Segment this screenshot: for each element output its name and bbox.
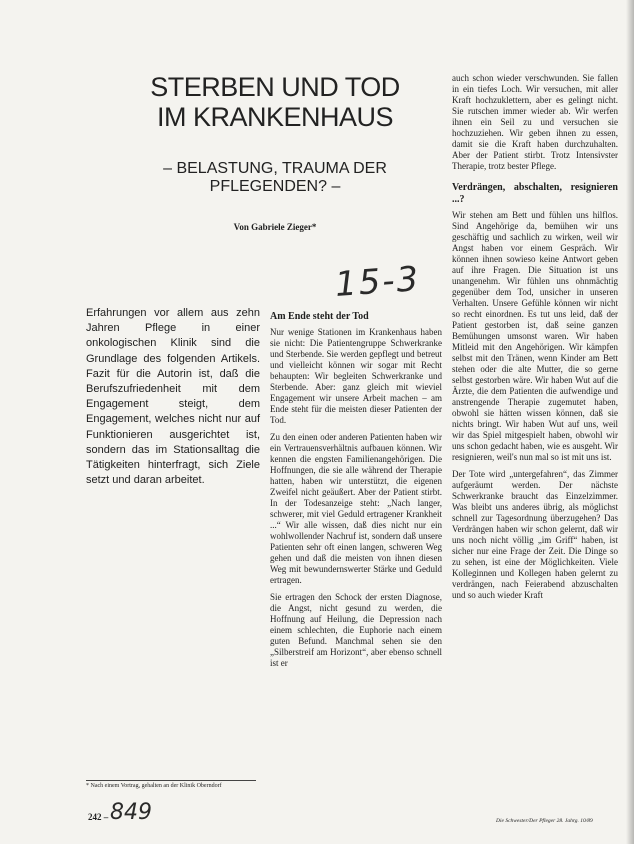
article-title <box>110 72 440 132</box>
subtitle-line-1: – BELASTUNG, TRAUMA DER <box>163 160 387 177</box>
column-3-continuation: auch schon wieder verschwunden. Sie fallen in ein tiefes Loch. Wir versuchen, mit aller Kraft hochzuklettern, aber es gelingt nicht. Sie rutschen immer wieder ab. Wir werfen ihnen ein Seil zu und versuchen sie hochzuziehen. Wir geben ihnen zu essen, damit sie die Kraft haben durchzuhalten. Aber der Patient stirbt. Trotz Intensivster Therapie, trotz bester Pflege. <box>452 73 618 171</box>
section-heading-end-death: Am Ende steht der Tod <box>270 311 369 322</box>
handwritten-annotation: 15-3 <box>333 259 422 305</box>
author-byline: Von Gabriele Zieger* <box>233 222 317 232</box>
title-line-2: IM KRANKENHAUS <box>156 102 394 132</box>
intro-paragraph: Erfahrungen vor allem aus zehn Jahren Pflege in einer onkologischen Klinik sind die Grundlage des folgenden Artikels. Fazit für die Autorin ist, daß die Berufszufriedenheit mit dem Engagement steigt, dem Engagement, welches nicht nur auf Funktionieren ausgerichtet ist, sondern das im Stationsalltag die Tätigkeiten hinterfragt, sich Ziele setzt und daran arbeitet. <box>86 307 260 487</box>
column-2 <box>270 311 442 675</box>
column-3 <box>452 73 618 607</box>
column-3-paragraph: Wir stehen am Bett und fühlen uns hilflos. Sind Angehörige da, bemühen wir uns geschäftig und sachlich zu wirken, weil wir Angst haben vor einem Gespräch. Wir können ihnen sowieso keine Antwort geben auf ihre Fragen. Die Situation ist uns unangenehm. Wir fühlen uns ohnmächtig gegenüber dem Tod, unsicher in unseren Verhalten. Unsere Gefühle können wir nicht so recht einordnen. Es tut uns leid, daß der Patient gestorben ist, daß seine ganzen Bemühungen umsonst waren. Wir haben Mitleid mit den Angehörigen. Wir kämpfen selbst mit den Tränen, wenn Kinder am Bett stehen oder die alte Mutter, die so gerne selbst gestorben wäre. Wir haben Wut auf die Ärzte, die dem Patienten die aufwendige und anstrengende Therapie zugemutet haben, obwohl sie hätten wissen können, daß sie nichts bringt. Wir haben Wut auf uns, weil wir das Spiel mitgespielt haben, obwohl wir uns schon gedacht haben, wie es ausgeht. Wir resignieren, weil's nun mal so ist mit uns ist. <box>452 210 618 462</box>
handwritten-page-number: 849 <box>110 800 152 825</box>
subtitle-line-2: PFLEGENDEN? – <box>209 178 341 195</box>
column-2-paragraph: Zu den einen oder anderen Patienten haben wir ein Vertrauensverhältnis aufbauen können. Wir kennen die engsten Familienangehörigen. Die Hoffnungen, die sie alle während der Therapie hatten, haben wir unterstützt, die eigenen Zweifel nicht geäußert. Aber der Patient stirbt. In der Todesanzeige steht: „Nach langer, schwerer, mit viel Geduld ertragener Krankheit ...“ Wir alle wissen, daß dies nicht nur ein wohlwollender Nachruf ist, sondern daß unsere Patienten sehr oft einen langen, schweren Weg gehen und daß die meisten von ihnen diesen Weg mit bewundernswerter Stärke und Geduld ertragen. <box>270 432 442 585</box>
page-number: 242 – <box>88 812 109 822</box>
footnote: * Nach einem Vortrag, gehalten an der Klinik Oberndorf <box>86 780 256 790</box>
article-subtitle <box>110 160 440 196</box>
column-2-paragraph: Nur wenige Stationen im Krankenhaus haben sie nicht: Die Patientengruppe Schwerkranke und Sterbende. Sie werden gepflegt und betreut und vielleicht können wir sogar mit Recht behaupten: Wir begleiten Schwerkranke und Sterbende. Aber: ganz gleich mit wieviel Engagement wir unsere Arbeit machen – am Ende steht für die meisten dieser Patienten der Tod. <box>270 327 442 425</box>
column-3-paragraph: Der Tote wird „untergefahren“, das Zimmer aufgeräumt werden. Der nächste Schwerkranke braucht das Einzelzimmer. Was bleibt uns anderes übrig, als möglichst schnell zur Tagesordnung überzugehen? Das Verdrängen haben wir schon gelernt, daß wir uns noch nicht völlig „im Griff“ haben, ist sicher nur eine Frage der Zeit. Die Dinge so zu sehen, ist eine der Möglichkeiten. Viele Kolleginnen und Kollegen haben gelernt zu verdrängen, nach Feierabend abzuschalten und so auch wieder Kraft <box>452 469 618 600</box>
title-line-1: STERBEN UND TOD <box>150 72 400 102</box>
journal-footer: Die Schwester/Der Pfleger 28. Jahrg. 10/89 <box>496 818 593 824</box>
page-edge-shadow <box>626 0 634 844</box>
column-2-paragraph: Sie ertragen den Schock der ersten Diagnose, die Angst, nicht gesund zu werden, die Hoffnung auf Heilung, die Depression nach einem schlechten, die Euphorie nach einem guten Befund. Manchmal sehen sie den „Silberstreif am Horizont“, aber ebenso schnell ist er <box>270 592 442 668</box>
section-heading-suppress: Verdrängen, abschalten, resignieren ...? <box>452 182 618 205</box>
